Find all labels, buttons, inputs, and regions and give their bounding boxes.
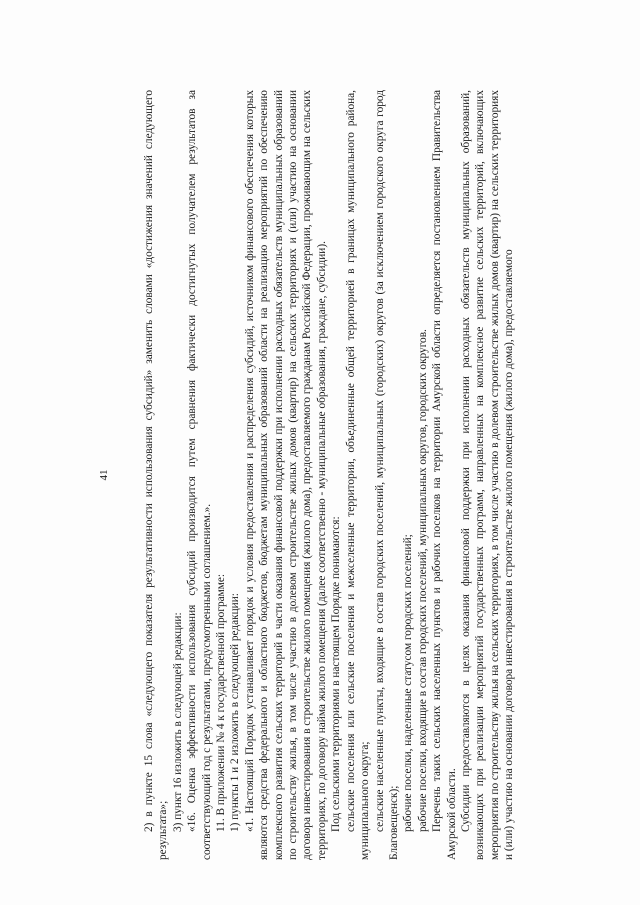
paragraph: рабочие поселки, входящие в состав городских поселений, муниципальных округов, городских округов. [416,329,429,832]
paragraph: 3) пункт 16 изложить в следующей редакции: [171,612,184,832]
paragraph: рабочие поселки, наделенные статусом городских поселений; [402,534,415,832]
paragraph: Субсидии предоставляются в целях оказания финансовой поддержки при исполнении расходных обязательств муниципальных образований, возникающих при реализации мероприятий государственных программ, направленных на комплексное развитие сельских территорий, включающих мероприятия по строительству жилья на сельских территориях, в том числе участию в долевом строительстве жилых домов (квартир) на сельских территориях и (или) участию на основании договора инвестирования в строительстве жилого помещения (жилого дома), предоставляемого [459,89,516,860]
paragraph: 2) в пункте 15 слова «следующего показателя результативности использования субсидий» заменить словами «достижения значений следующего результата»; [143,90,170,860]
paragraph: сельские поселения или сельские поселения и межселенные территории, объединенные общей территорией в границах муниципального района, муниципального округа; [344,90,372,860]
page-number: 41 [98,469,110,481]
rotated-content [97,90,567,860]
paragraph: 11. В приложении № 4 к государственной программе: [215,573,228,832]
paragraph: сельские населенные пункты, входящие в состав городских поселений, муниципальных (городских) округов (за исключением городского округа город Благовещенск); [373,90,400,860]
paragraph: Под сельскими территориями в настоящем Порядке понимаются: [330,516,343,832]
paragraph: «16. Оценка эффективности использования субсидий производится путем сравнения фактически достигнутых получателем результатов за соответствующий год с результатами, предусмотренными соглашением.». [186,90,213,860]
paragraph: «1. Настоящий Порядок устанавливает порядок и условия предоставления и распределения субсидий, источником финансового обеспечения которых являются средства федерального и областного бюджетов, бюджетам муниципальных образований области на реализацию мероприятий по обеспечению комплексного развития сельских территорий в части оказания финансовой поддержки при исполнении расходных обязательств муниципальных образований по строительству жилья, в том числе участию в долевом строительстве жилых домов (квартир) на сельских территориях и (или) участию на основании договора инвестирования в строительстве жилого помещения (жилого дома), предоставляемого гражданам Российской Федерации, проживающим на сельских территориях, по договору найма жилого помещения (далее соответственно - муниципальные образования, граждане, субсидии). [243,90,328,860]
paragraph: Перечень таких сельских населенных пунктов и рабочих поселков на территории Амурской области определяется постановлением Правительства Амурской области. [431,90,458,860]
paragraph: 1) пункты 1 и 2 изложить в следующей редакции: [229,593,242,832]
document-body [142,90,517,860]
